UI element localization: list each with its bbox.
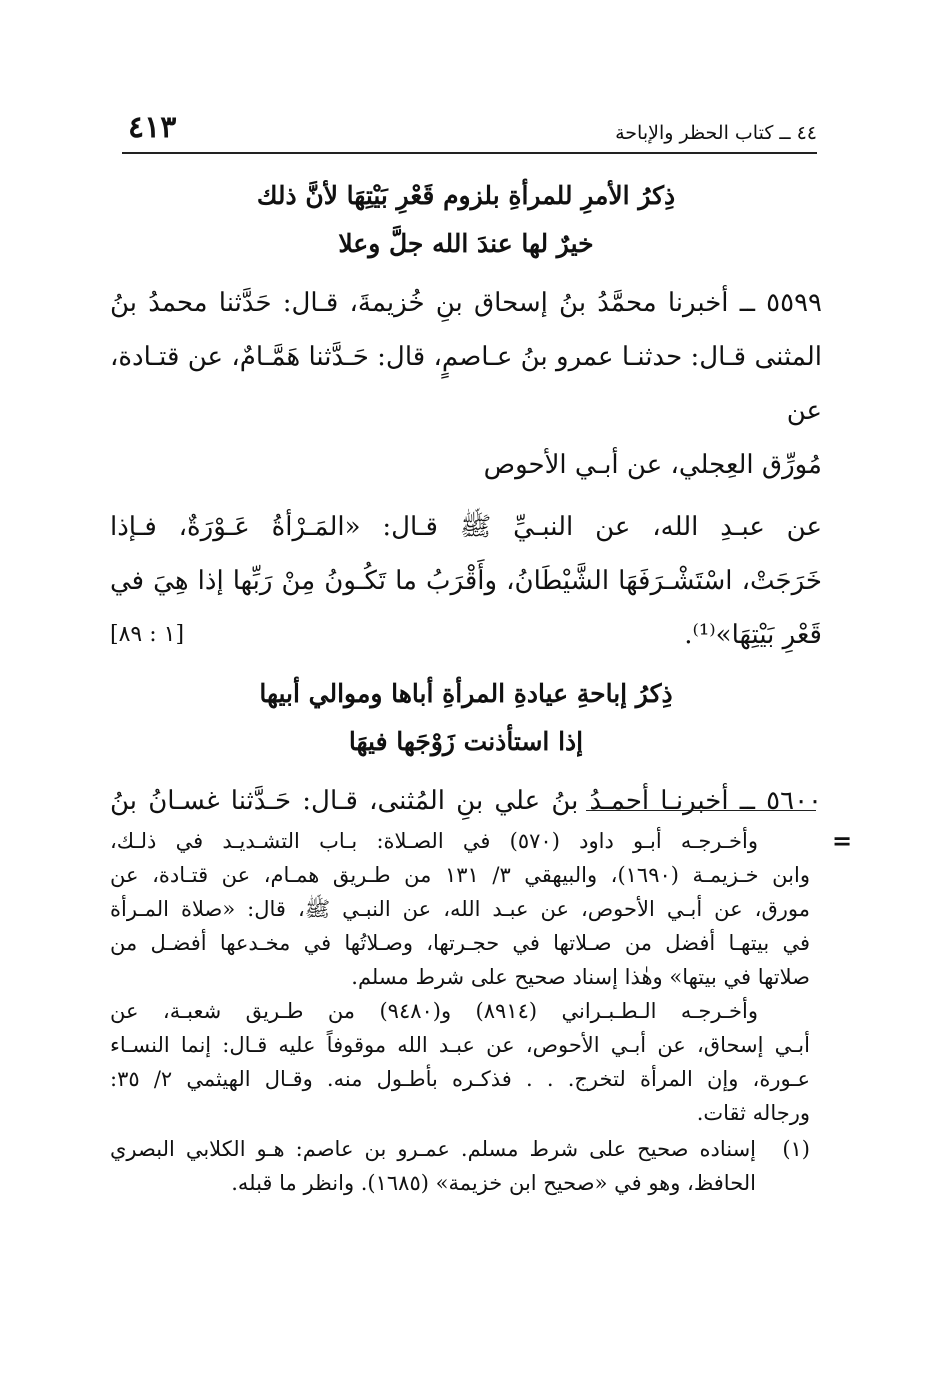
footnotes bbox=[110, 824, 810, 1200]
matn-line: قَعْرِ بَيْتِهَا»⁽¹⁾. bbox=[684, 620, 822, 650]
matn-last-line bbox=[110, 608, 822, 662]
footnote-rule bbox=[586, 810, 816, 811]
footnote-line: عـورة، وإن المرأة لتخرج. . . فذكـره بأطـول منه. وقـال الهيثمي ٢/ ٣٥: bbox=[110, 1067, 810, 1091]
header-rule bbox=[122, 152, 817, 154]
hadith-5599-isnad bbox=[110, 276, 822, 492]
section-title-2 bbox=[110, 670, 822, 766]
section-title-1-line-1: ذِكرُ الأمرِ للمرأةِ بلزوم قَعْرِ بَيْتِهَا لأنَّ ذلك bbox=[256, 181, 676, 210]
footnote-line: صلاتها في بيتها» وهٰذا إسناد صحيح على شرط مسلم. bbox=[351, 965, 810, 989]
footnote-number: (١) bbox=[782, 1137, 810, 1161]
hadith-reference: [١ : ٨٩] bbox=[110, 622, 185, 647]
footnote-line: إسناده صحيح على شرط مسلم. عمـرو بن عاصم: هـو الكلابي البصري bbox=[110, 1137, 756, 1161]
footnote-line: وابن خـزيمـة (١٦٩٠)، والبيهقي ٣/ ١٣١ من طـريق همـام، عن قتـادة، عن bbox=[110, 863, 810, 887]
section-title-2-line-1: ذِكرُ إباحةِ عيادةِ المرأةِ أباها وموالي أبيها bbox=[259, 679, 673, 708]
footnote-line: مورق، عن أبـي الأحوص، عن عبـد الله، عن النبـي ﷺ، قال: «صلاة المـرأة bbox=[110, 897, 810, 921]
page-number: ٤١٣ bbox=[128, 110, 177, 145]
hadith-5599-matn bbox=[110, 500, 822, 662]
footnote-line: وأخـرجـه الـطـبـراني (٨٩١٤) و(٩٤٨٠) من طـريق شعبـة، عن bbox=[110, 999, 759, 1023]
section-title-2-line-2: إذا استأذنت زَوْجَها فيهَا bbox=[348, 727, 584, 756]
matn-line: عن عبـدِ الله، عن النبـيِّ ﷺ قـال: «المَـرْأةُ عَـوْرَةٌ، فـإذا bbox=[110, 512, 822, 542]
section-title-1 bbox=[110, 172, 822, 268]
section-title-1-line-2: خيرٌ لها عندَ الله جلَّ وعلا bbox=[338, 229, 594, 258]
hadith-5600 bbox=[110, 774, 822, 828]
footnote-line: الحافظ، وهو في «صحيح ابن خزيمة» (١٦٨٥). وانظر ما قبله. bbox=[231, 1171, 756, 1195]
footnote-line: ورجاله ثقات. bbox=[696, 1101, 810, 1125]
page-header bbox=[122, 108, 817, 154]
footnote-1 bbox=[110, 1132, 810, 1200]
main-text bbox=[110, 172, 822, 828]
isnad-line: ٥٥٩٩ ــ أخبرنا محمَّدُ بنُ إسحاق بنِ خُزيمةَ، قـال: حَدَّثنا محمدُ بنُ bbox=[110, 288, 822, 318]
footnote-continued-2 bbox=[110, 994, 810, 1130]
footnote-line: وأخـرجـه أبـو داود (٥٧٠) في الصـلاة: بـاب التشـديـد في ذلـك، bbox=[110, 829, 759, 853]
matn-line: خَرَجَتْ، اسْتَشْـرَفَهَا الشَّيْطَانُ، وأَقْرَبُ ما تَكُـونُ مِنْ رَبِّها إذا هِيَ في bbox=[110, 566, 822, 596]
isnad-line: ٥٦٠٠ ــ أخبرنـا أحمـدُ بنُ علي بنِ المُثنى، قـال: حَـدَّثنا غسـانُ بنُ bbox=[110, 786, 822, 816]
footnote-line: في بيتهـا أفضل من صـلاتها في حجـرتها، وصـلاتُها في مخـدعها أفضـل من bbox=[110, 931, 810, 955]
running-head: ٤٤ ــ كتاب الحظر والإباحة bbox=[615, 122, 817, 144]
footnote-line: أبـي إسحاق، عن أبـي الأحوص، عن عبـد الله موقوفاً عليه قـال: إنما النسـاء bbox=[110, 1033, 810, 1057]
isnad-line: المثنى قـال: حدثنـا عمرو بنُ عـاصمٍ، قال: حَـدَّثنا هَمَّـامٌ، عن قتـادة، عن bbox=[110, 342, 822, 426]
continuation-mark: = bbox=[832, 826, 853, 855]
footnote-continued-1 bbox=[110, 824, 810, 994]
isnad-line: مُورِّق العِجلي، عن أبـي الأحوص bbox=[483, 450, 822, 480]
